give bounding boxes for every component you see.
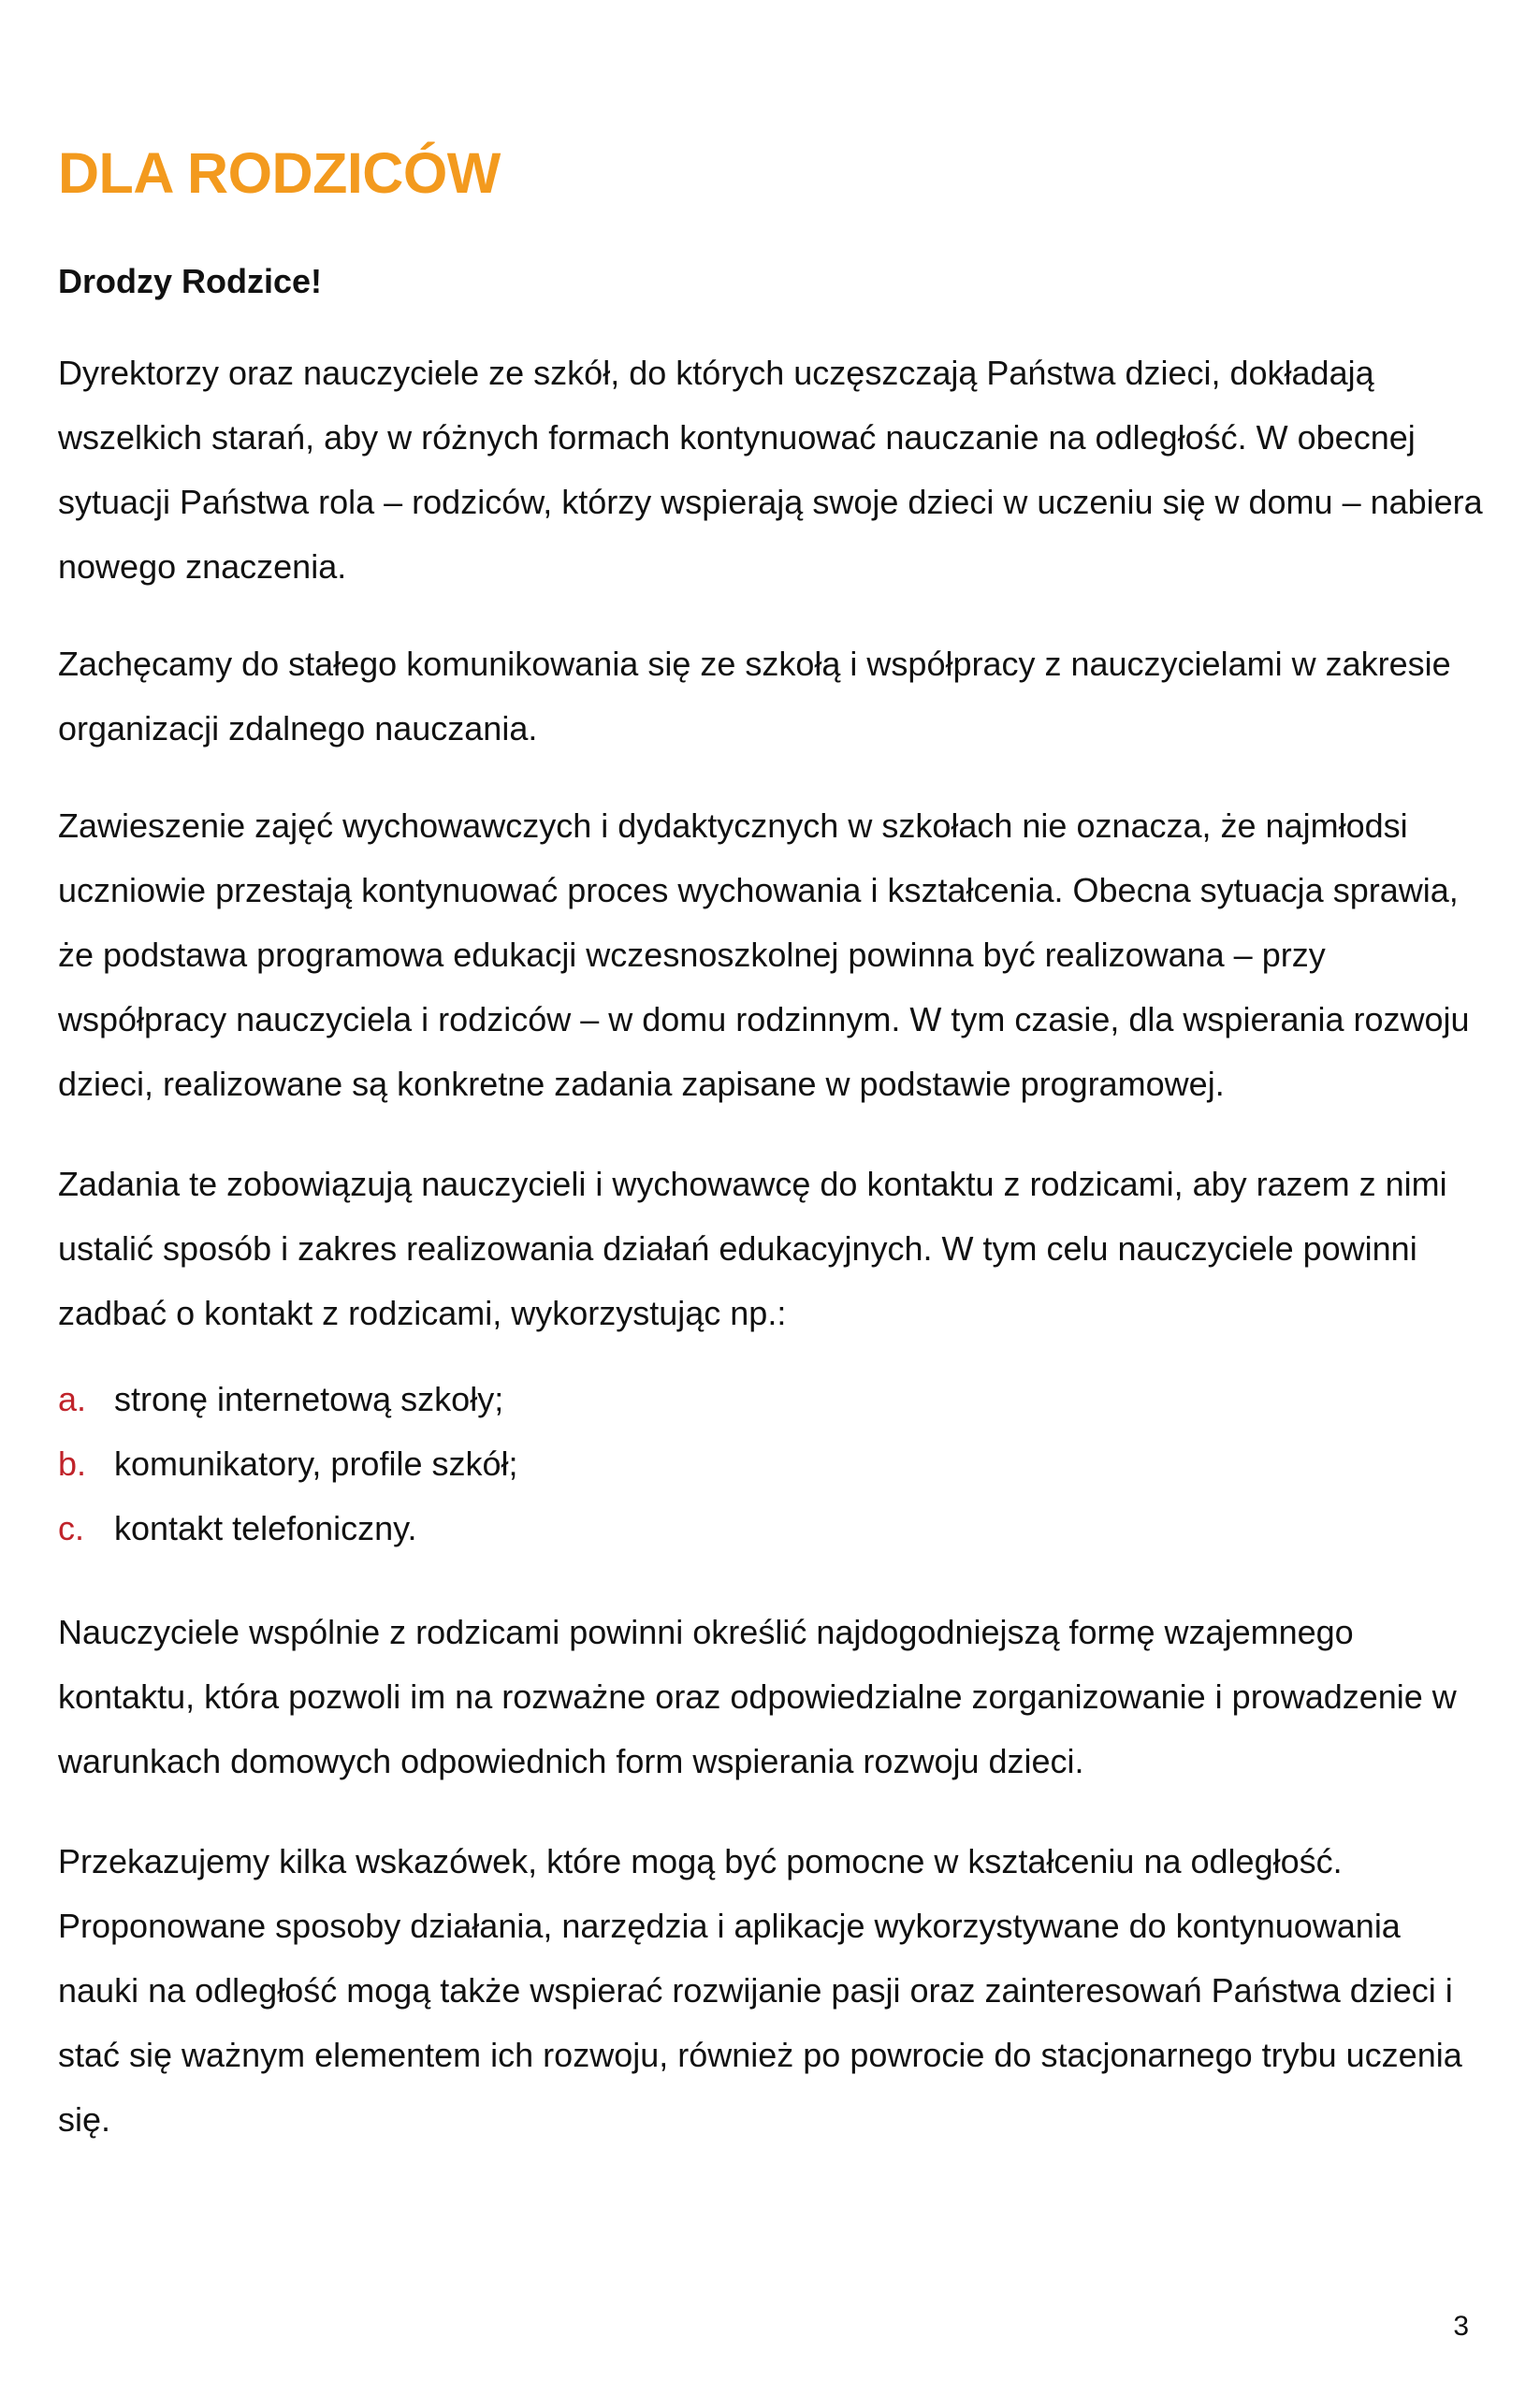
- page-title: DLA RODZICÓW: [58, 141, 501, 205]
- greeting: Drodzy Rodzice!: [58, 262, 323, 300]
- list-item-text: komunikatory, profile szkół;: [114, 1444, 518, 1483]
- paragraph-4: Zadania te zobowiązują nauczycieli i wychowawcę do kontaktu z rodzicami, aby razem z nimi ustalić sposób i zakres realizowania działań edukacyjnych. W tym celu nauczyciele powinni zadbać o kontakt z rodzicami, wykorzystując np.:: [58, 1165, 1447, 1332]
- paragraph-1: Dyrektorzy oraz nauczyciele ze szkół, do których uczęszczają Państwa dzieci, dokładają wszelkich starań, aby w różnych formach kontynuować nauczanie na odległość. W obecnej sytuacji Państwa rola – rodziców, którzy wspierają swoje dzieci w uczeniu się w domu – nabiera nowego znaczenia.: [58, 354, 1483, 586]
- contact-methods-list: [58, 1367, 1489, 1560]
- list-item: [58, 1367, 1489, 1431]
- list-item-text: stronę internetową szkoły;: [114, 1380, 504, 1418]
- paragraph-5: Nauczyciele wspólnie z rodzicami powinni określić najdogodniejszą formę wzajemnego kontaktu, która pozwoli im na rozważne oraz odpowiedzialne zorganizowanie i prowadzenie w warunkach domowych odpowiednich form wspierania rozwoju dzieci.: [58, 1613, 1457, 1780]
- list-item: [58, 1431, 1489, 1496]
- page-number: 3: [1453, 2311, 1469, 2342]
- document-page: [58, 140, 1489, 2152]
- list-item-text: kontakt telefoniczny.: [114, 1509, 417, 1547]
- list-item: [58, 1496, 1489, 1560]
- list-marker: b.: [58, 1444, 87, 1483]
- list-marker: a.: [58, 1380, 87, 1418]
- paragraph-6: Przekazujemy kilka wskazówek, które mogą być pomocne w kształceniu na odległość. Proponowane sposoby działania, narzędzia i aplikacje wykorzystywane do kontynuowania nauki na odległość mogą także wspierać rozwijanie pasji oraz zainteresowań Państwa dzieci i stać się ważnym elementem ich rozwoju, również po powrocie do stacjonarnego trybu uczenia się.: [58, 1842, 1462, 2139]
- paragraph-3: Zawieszenie zajęć wychowawczych i dydaktycznych w szkołach nie oznacza, że najmłodsi uczniowie przestają kontynuować proces wychowania i kształcenia. Obecna sytuacja sprawia, że podstawa programowa edukacji wczesnoszkolnej powinna być realizowana – przy współpracy nauczyciela i rodziców – w domu rodzinnym. W tym czasie, dla wspierania rozwoju dzieci, realizowane są konkretne zadania zapisane w podstawie programowej.: [58, 806, 1470, 1103]
- paragraph-2: Zachęcamy do stałego komunikowania się ze szkołą i współpracy z nauczycielami w zakresie organizacji zdalnego nauczania.: [58, 645, 1451, 748]
- list-marker: c.: [58, 1509, 85, 1547]
